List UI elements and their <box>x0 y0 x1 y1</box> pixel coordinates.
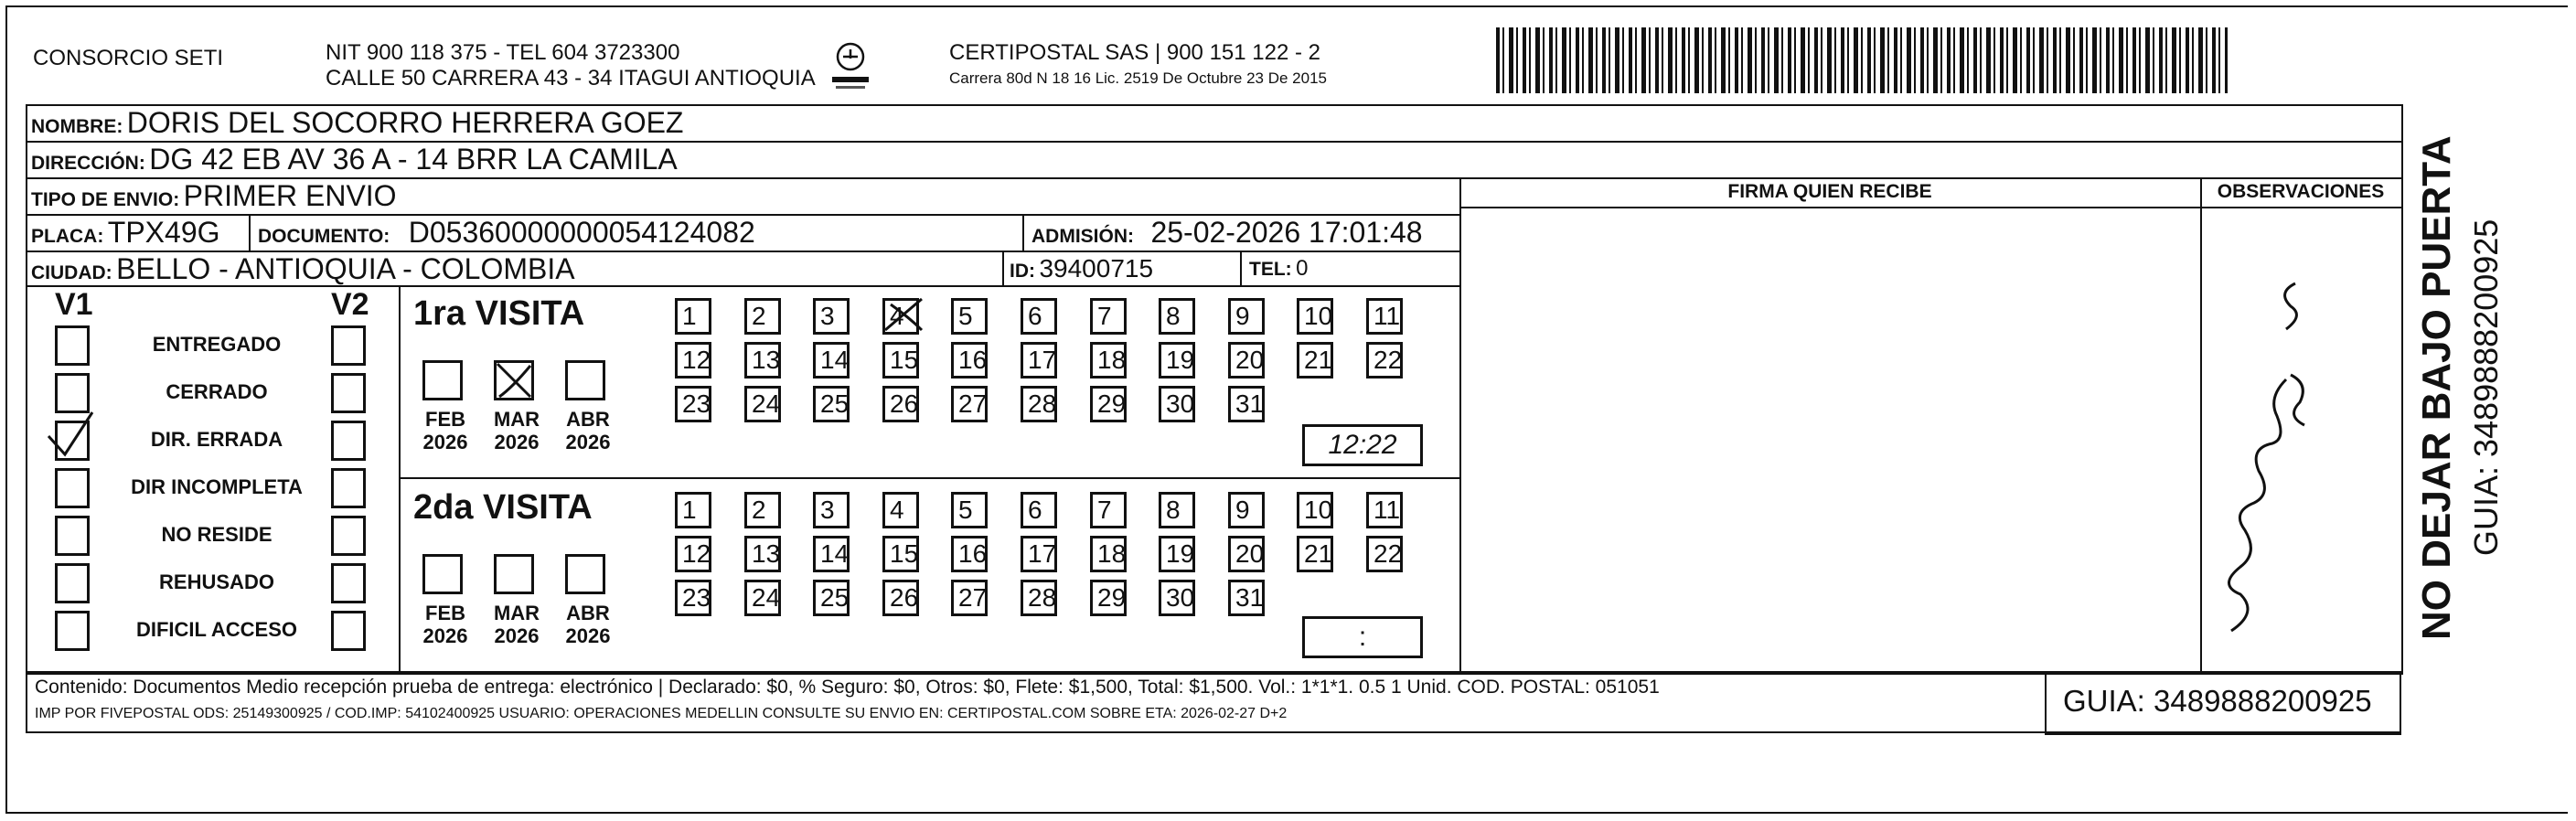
id-label: ID: <box>1010 261 1035 282</box>
days2-day-18[interactable]: 18 <box>1090 536 1127 572</box>
documento-cell <box>258 216 755 250</box>
days1-day-6[interactable]: 6 <box>1021 298 1057 335</box>
months1-box-mar[interactable] <box>494 360 534 400</box>
months1-box-abr[interactable] <box>565 360 605 400</box>
v1-checkbox-0[interactable] <box>55 325 90 366</box>
second-visit-time-box[interactable] <box>1302 616 1423 658</box>
days1-day-2[interactable]: 2 <box>744 298 781 335</box>
v2-label: V2 <box>331 287 369 322</box>
days1-day-28[interactable]: 28 <box>1021 386 1057 422</box>
days2-day-3[interactable]: 3 <box>813 492 850 528</box>
v1-checkbox-5[interactable] <box>55 563 90 603</box>
days1-day-21[interactable]: 21 <box>1297 342 1333 379</box>
days1-day-4[interactable]: 4 <box>882 298 919 335</box>
v2-checkbox-1[interactable] <box>331 373 366 413</box>
certipostal-line: CERTIPOSTAL SAS | 900 151 122 - 2 <box>949 40 1320 65</box>
days2-day-1[interactable]: 1 <box>675 492 711 528</box>
reason-label-0: ENTREGADO <box>152 333 282 356</box>
first-visit-time: 12:22 <box>1328 430 1397 460</box>
v2-checkbox-2[interactable] <box>331 421 366 461</box>
months1-box-feb[interactable] <box>422 360 463 400</box>
days1-day-26[interactable]: 26 <box>882 386 919 422</box>
tipo-row <box>31 179 397 213</box>
direccion-row <box>31 143 678 176</box>
ciudad-cell <box>31 252 575 286</box>
days2-day-19[interactable]: 19 <box>1159 536 1195 572</box>
placa-value: TPX49G <box>107 216 220 249</box>
second-visit-time: : <box>1358 622 1367 652</box>
second-visit-title: 2da VISITA <box>413 488 593 527</box>
nombre-label: NOMBRE: <box>31 116 123 137</box>
nombre-value: DORIS DEL SOCORRO HERRERA GOEZ <box>126 106 684 139</box>
days2-day-31[interactable]: 31 <box>1228 580 1265 616</box>
days2-day-22[interactable]: 22 <box>1366 536 1403 572</box>
v2-checkbox-0[interactable] <box>331 325 366 366</box>
days1-day-16[interactable]: 16 <box>951 342 988 379</box>
months2-label-feb: FEB 2026 <box>422 602 468 647</box>
days2-day-30[interactable]: 30 <box>1159 580 1195 616</box>
first-visit-time-box[interactable] <box>1302 424 1423 466</box>
days1-day-5[interactable]: 5 <box>951 298 988 335</box>
contenido-text: Contenido: Documentos Medio recepción prueba de entrega: electrónico | Declarado: $0, % Seguro: $0, Otros: $0, Flete: $1,500, Total: $1,500. Vol.: 1*1*1. 0.5 1 Unid. COD. POSTAL: 051051 <box>35 677 1660 698</box>
firma-header: FIRMA QUIEN RECIBE <box>1727 181 1932 202</box>
admision-cell <box>1031 216 1423 250</box>
days1-day-13[interactable]: 13 <box>744 342 781 379</box>
days2-day-15[interactable]: 15 <box>882 536 919 572</box>
days1-day-1[interactable]: 1 <box>675 298 711 335</box>
days2-day-17[interactable]: 17 <box>1021 536 1057 572</box>
id-cell <box>1010 254 1153 283</box>
days1-day-20[interactable]: 20 <box>1228 342 1265 379</box>
days2-day-16[interactable]: 16 <box>951 536 988 572</box>
days2-day-6[interactable]: 6 <box>1021 492 1057 528</box>
reason-label-1: CERRADO <box>166 380 268 403</box>
days2-day-9[interactable]: 9 <box>1228 492 1265 528</box>
days1-day-8[interactable]: 8 <box>1159 298 1195 335</box>
days1-day-19[interactable]: 19 <box>1159 342 1195 379</box>
months1-label-mar: MAR 2026 <box>493 408 540 453</box>
documento-label: DOCUMENTO: <box>258 226 390 247</box>
v1-checkbox-4[interactable] <box>55 516 90 556</box>
tipo-label: TIPO DE ENVIO: <box>31 189 180 210</box>
days1-day-29[interactable]: 29 <box>1090 386 1127 422</box>
imp-text: IMP POR FIVEPOSTAL ODS: 25149300925 / COD.IMP: 54102400925 USUARIO: OPERACIONES MEDELLIN CONSULTE SU ENVIO EN: CERTIPOSTAL.COM SOBRE ETA: 2026-02-27 D+2 <box>35 706 1288 721</box>
days1-day-15[interactable]: 15 <box>882 342 919 379</box>
days1-day-11[interactable]: 11 <box>1366 298 1403 335</box>
first-visit-title: 1ra VISITA <box>413 294 585 333</box>
months1-label-feb: FEB 2026 <box>422 408 468 453</box>
days2-day-11[interactable]: 11 <box>1366 492 1403 528</box>
placa-label: PLACA: <box>31 226 104 247</box>
id-value: 39400715 <box>1039 254 1154 283</box>
months2-box-feb[interactable] <box>422 554 463 594</box>
reason-label-5: REHUSADO <box>159 570 274 593</box>
reason-label-2: DIR. ERRADA <box>150 428 283 451</box>
v1-checkbox-3[interactable] <box>55 468 90 508</box>
direccion-label: DIRECCIÓN: <box>31 153 145 174</box>
tel-value: 0 <box>1296 256 1309 281</box>
days1-day-24[interactable]: 24 <box>744 386 781 422</box>
days1-day-30[interactable]: 30 <box>1159 386 1195 422</box>
v1-label: V1 <box>55 287 93 322</box>
days1-day-7[interactable]: 7 <box>1090 298 1127 335</box>
ciudad-value: BELLO - ANTIOQUIA - COLOMBIA <box>116 252 575 285</box>
side-guia: GUIA: 3489888200925 <box>2467 219 2505 556</box>
license-line: Carrera 80d N 18 16 Lic. 2519 De Octubre 23 De 2015 <box>949 69 1327 87</box>
days2-day-20[interactable]: 20 <box>1228 536 1265 572</box>
reason-label-4: NO RESIDE <box>161 523 273 546</box>
days2-day-27[interactable]: 27 <box>951 580 988 616</box>
months2-box-mar[interactable] <box>494 554 534 594</box>
side-notice: NO DEJAR BAJO PUERTA <box>2414 135 2459 640</box>
placa-cell <box>31 216 220 250</box>
reason-label-3: DIR INCOMPLETA <box>131 475 303 498</box>
ciudad-label: CIUDAD: <box>31 262 112 283</box>
days2-day-4[interactable]: 4 <box>882 492 919 528</box>
days2-day-14[interactable]: 14 <box>813 536 850 572</box>
months1-label-abr: ABR 2026 <box>565 408 611 453</box>
days1-day-18[interactable]: 18 <box>1090 342 1127 379</box>
v2-checkbox-5[interactable] <box>331 563 366 603</box>
days2-day-5[interactable]: 5 <box>951 492 988 528</box>
tipo-value: PRIMER ENVIO <box>183 179 397 212</box>
days1-day-22[interactable]: 22 <box>1366 342 1403 379</box>
days1-day-9[interactable]: 9 <box>1228 298 1265 335</box>
months2-label-abr: ABR 2026 <box>565 602 611 647</box>
days1-day-10[interactable]: 10 <box>1297 298 1333 335</box>
admision-label: ADMISIÓN: <box>1031 226 1134 247</box>
months2-label-mar: MAR 2026 <box>493 602 540 647</box>
nombre-row <box>31 106 683 140</box>
certipostal-logo <box>830 40 871 91</box>
barcode <box>1496 27 2228 93</box>
months2-box-abr[interactable] <box>565 554 605 594</box>
v1-checkbox-6[interactable] <box>55 611 90 651</box>
days1-day-12[interactable]: 12 <box>675 342 711 379</box>
days2-day-13[interactable]: 13 <box>744 536 781 572</box>
tel-cell <box>1249 256 1308 282</box>
days1-day-25[interactable]: 25 <box>813 386 850 422</box>
days2-day-21[interactable]: 21 <box>1297 536 1333 572</box>
v2-checkbox-4[interactable] <box>331 516 366 556</box>
days1-day-17[interactable]: 17 <box>1021 342 1057 379</box>
reason-label-6: DIFICIL ACCESO <box>135 618 297 641</box>
days2-day-28[interactable]: 28 <box>1021 580 1057 616</box>
admision-value: 25-02-2026 17:01:48 <box>1150 216 1423 249</box>
v1-checkbox-2[interactable] <box>55 421 90 461</box>
nit-line: NIT 900 118 375 - TEL 604 3723300 <box>326 40 680 65</box>
days2-day-8[interactable]: 8 <box>1159 492 1195 528</box>
days2-day-2[interactable]: 2 <box>744 492 781 528</box>
v2-checkbox-3[interactable] <box>331 468 366 508</box>
days1-day-14[interactable]: 14 <box>813 342 850 379</box>
days1-day-27[interactable]: 27 <box>951 386 988 422</box>
address-line: CALLE 50 CARRERA 43 - 34 ITAGUI ANTIOQUIA <box>326 66 816 91</box>
days2-day-25[interactable]: 25 <box>813 580 850 616</box>
days2-day-7[interactable]: 7 <box>1090 492 1127 528</box>
company-name: CONSORCIO SETI <box>33 46 224 70</box>
documento-value: D05360000000054124082 <box>408 216 755 249</box>
observation-handwriting <box>2213 256 2341 649</box>
observaciones-header: OBSERVACIONES <box>2217 181 2385 202</box>
days1-day-31[interactable]: 31 <box>1228 386 1265 422</box>
days2-day-26[interactable]: 26 <box>882 580 919 616</box>
days2-day-23[interactable]: 23 <box>675 580 711 616</box>
days1-day-23[interactable]: 23 <box>675 386 711 422</box>
days2-day-29[interactable]: 29 <box>1090 580 1127 616</box>
guia-box-text: GUIA: 3489888200925 <box>2063 684 2372 718</box>
days2-day-10[interactable]: 10 <box>1297 492 1333 528</box>
days2-day-12[interactable]: 12 <box>675 536 711 572</box>
direccion-value: DG 42 EB AV 36 A - 14 BRR LA CAMILA <box>149 143 678 176</box>
days2-day-24[interactable]: 24 <box>744 580 781 616</box>
v2-checkbox-6[interactable] <box>331 611 366 651</box>
tel-label: TEL: <box>1249 259 1292 280</box>
v1-checkbox-1[interactable] <box>55 373 90 413</box>
days1-day-3[interactable]: 3 <box>813 298 850 335</box>
